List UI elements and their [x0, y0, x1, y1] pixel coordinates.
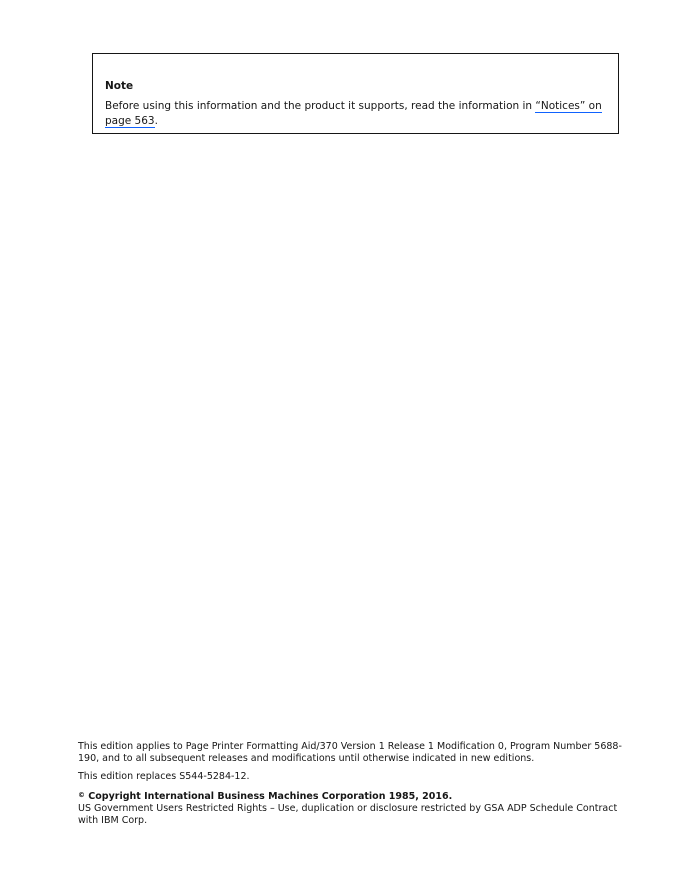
- restricted-rights-text: US Government Users Restricted Rights – Use, duplication or disclosure restricted by GSA ADP Schedule Contract with IBM Corp.: [78, 803, 618, 826]
- copyright-line: [78, 789, 626, 803]
- copyright-symbol: ©: [78, 791, 85, 799]
- note-body-suffix: .: [154, 115, 158, 127]
- note-body-text: Before using this information and the product it supports, read the information in: [105, 100, 536, 112]
- edition-applies-text: This edition applies to Page Printer Formatting Aid/370 Version 1 Release 1 Modification 0, Program Number 5688-190, and to all subsequent releases and modifications until otherwise indicated in new editions.: [78, 741, 622, 764]
- edition-notice: [78, 741, 626, 827]
- edition-replaces-text: This edition replaces S544-5284-12.: [78, 771, 250, 782]
- note-title: Note: [105, 80, 134, 92]
- note-box: [92, 53, 619, 134]
- notices-link[interactable]: “Notices” on page 563: [105, 100, 602, 127]
- note-body: [105, 99, 607, 129]
- copyright-text: Copyright International Business Machines Corporation 1985, 2016.: [85, 791, 453, 802]
